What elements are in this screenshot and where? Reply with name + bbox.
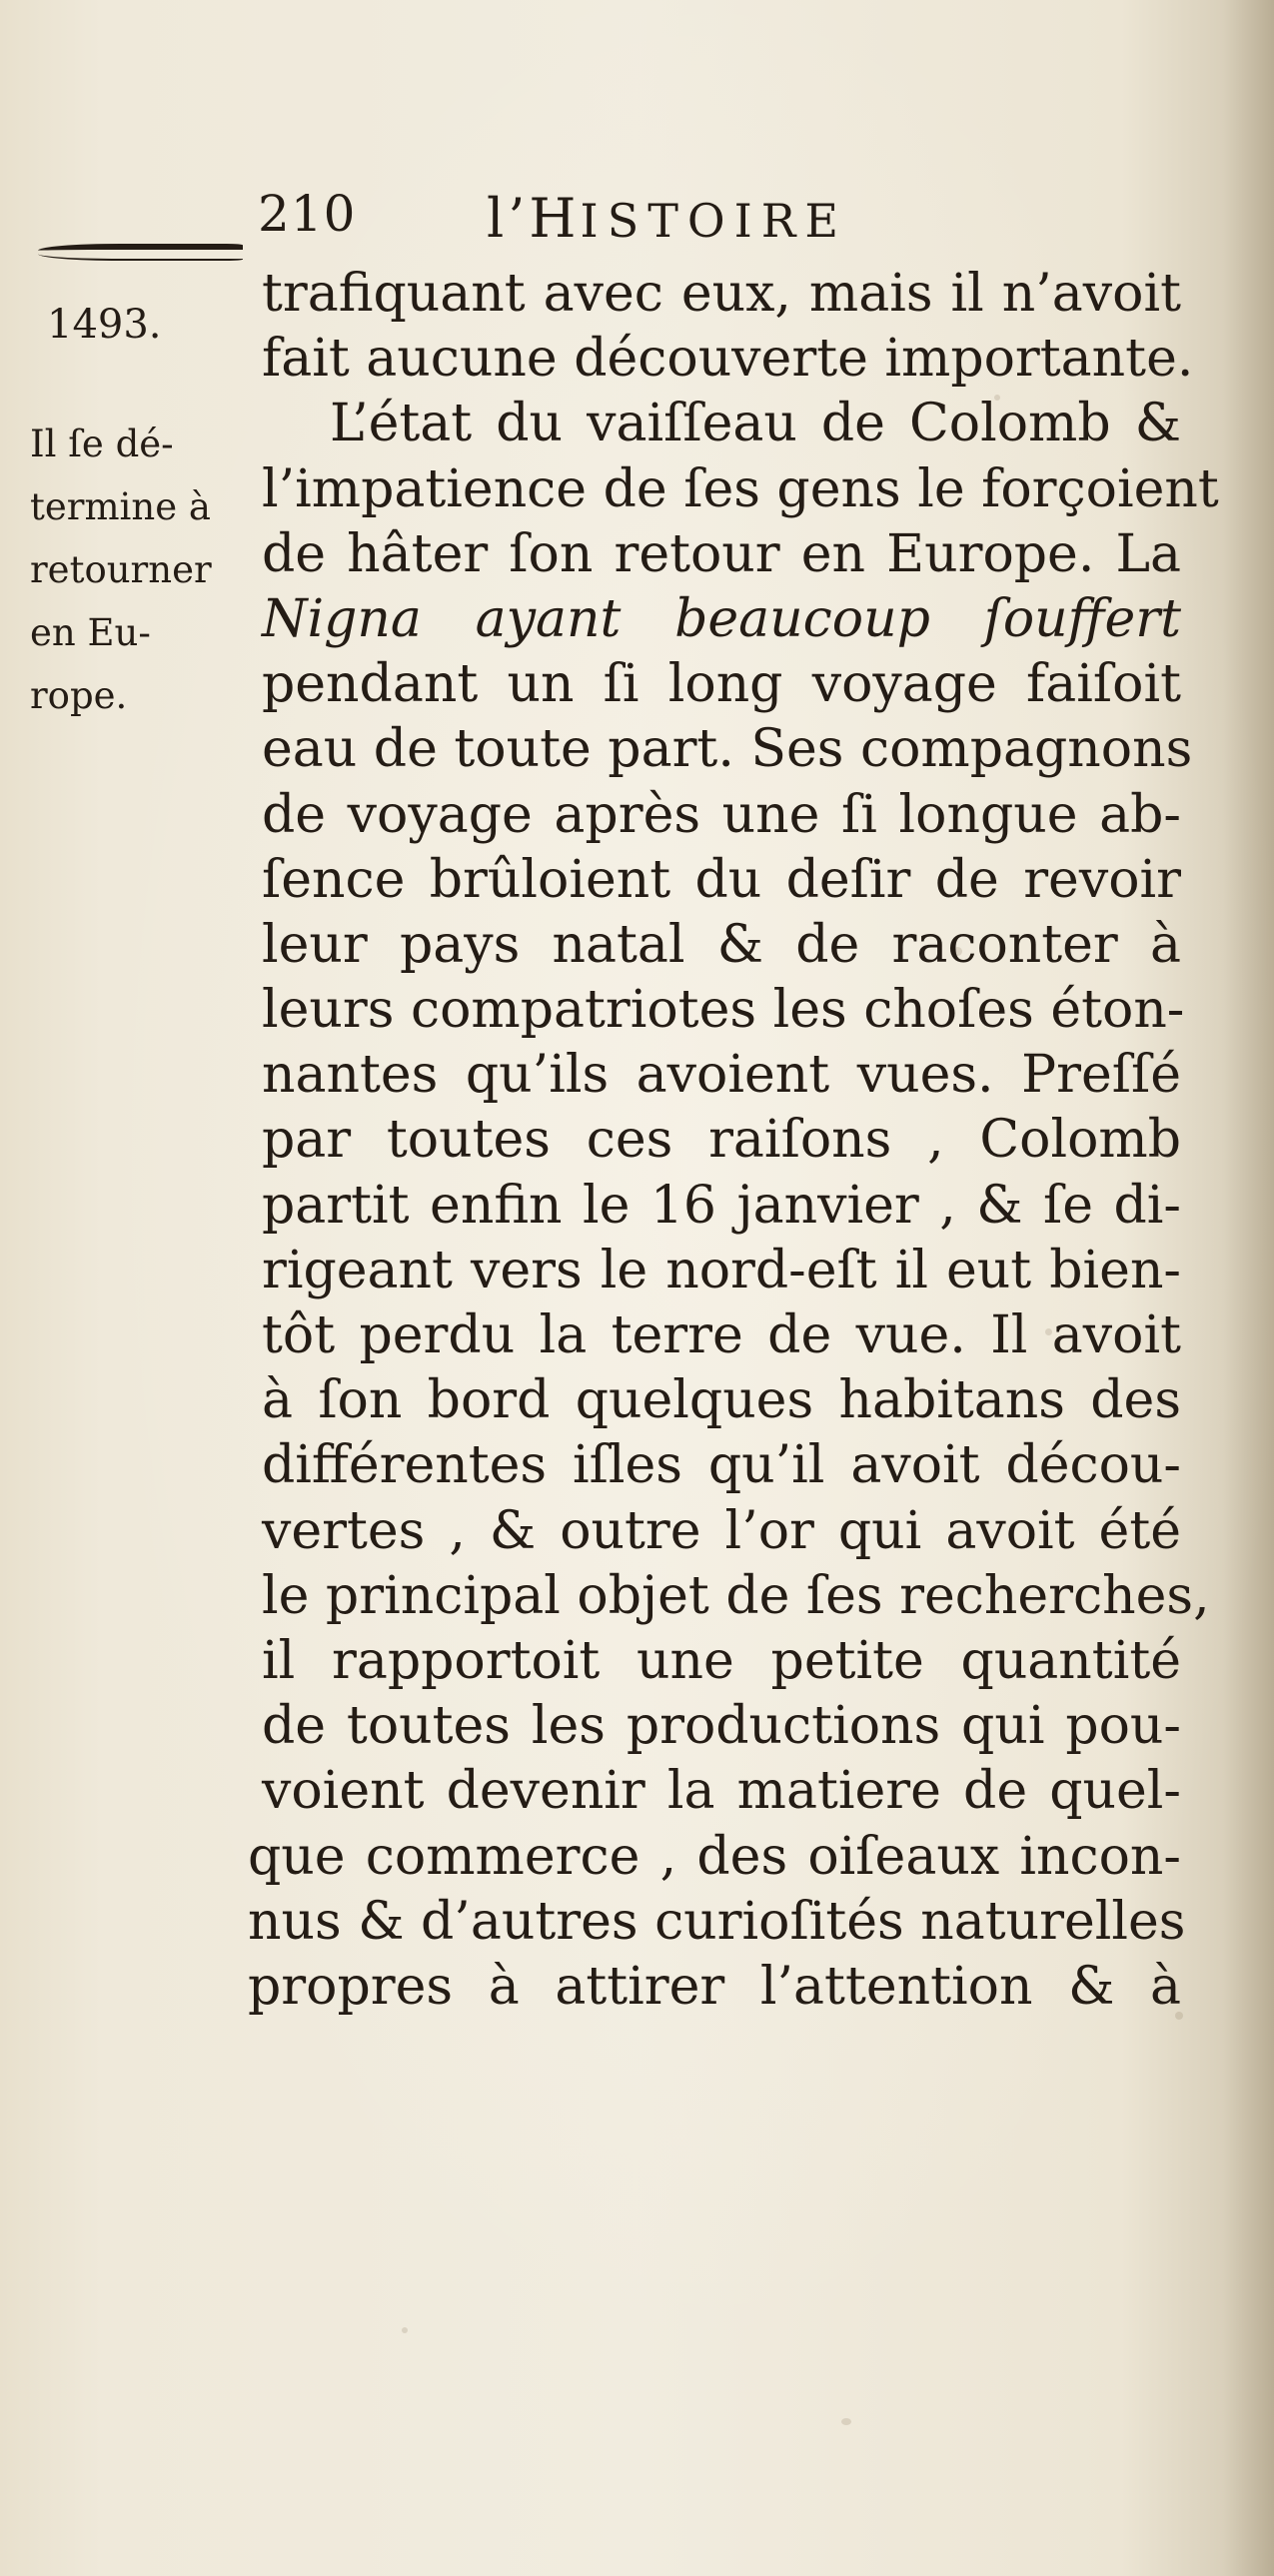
running-head [487, 187, 847, 250]
margin-note-line: Il ſe dé- [30, 423, 174, 465]
text-line: l’impatience de ſes gens le forçoient [262, 458, 1219, 519]
text-line: de voyage après une ſi longue ab- [262, 784, 1181, 845]
margin-note-line: termine à [30, 485, 211, 528]
margin-year: 1493. [47, 302, 162, 348]
running-head-initial: l’H [487, 187, 581, 250]
text-line: vertes , & outre l’or qui avoit été [262, 1500, 1181, 1561]
text-line: de toutes les productions qui pou- [262, 1696, 1181, 1757]
margin-note-line: rope. [30, 674, 128, 717]
body-text [248, 262, 1219, 2020]
text-line: il rapportoit une petite quantité [262, 1630, 1181, 1691]
text-line: partit enfin le 16 janvier , & ſe di- [262, 1175, 1181, 1236]
margin-note-line: retourner [30, 548, 212, 591]
text-line: tôt perdu la terre de vue. Il avoit [262, 1305, 1181, 1365]
text-line: pendant un ſi long voyage faiſoit [262, 654, 1181, 715]
margin-note [30, 413, 260, 727]
text-line: L’état du vaiſſeau de Colomb & [330, 394, 1181, 454]
text-line: nantes qu’ils avoient vues. Preſſé [262, 1045, 1181, 1106]
text-line: que commerce , des oiſeaux incon- [248, 1826, 1181, 1887]
margin-note-line: en Eu- [30, 611, 151, 654]
text-line: propres à attirer l’attention & à [248, 1956, 1181, 2017]
text-line: ſence brûloient du deſir de revoir [262, 849, 1181, 910]
text-line: de hâter ſon retour en Europe. La [262, 523, 1181, 584]
text-line: leur pays natal & de raconter à [262, 914, 1181, 975]
text-line: leurs compatriotes les choſes éton- [262, 980, 1185, 1041]
text-line: fait aucune découverte importante. [262, 329, 1194, 390]
text-line: eau de toute part. Ses compagnons [262, 719, 1193, 780]
running-head-rest: ISTOIRE [580, 194, 847, 248]
text-line: voient devenir la matiere de quel- [262, 1761, 1181, 1822]
header-rule [38, 244, 243, 261]
text-line: nus & d’autres curioſités naturelles [248, 1891, 1186, 1952]
page-number: 210 [258, 185, 357, 243]
text-line: le principal objet de ſes recherches, [262, 1565, 1210, 1626]
text-line: par toutes ces raiſons , Colomb [262, 1110, 1181, 1171]
text-line: trafiquant avec eux, mais il n’avoit [262, 264, 1181, 324]
text-line: différentes iſles qu’il avoit décou- [262, 1435, 1181, 1496]
paper-foxing-spot [841, 2418, 851, 2425]
text-line: rigeant vers le nord-eſt il eut bien- [262, 1240, 1181, 1300]
text-line: à ſon bord quelques habitans des [262, 1370, 1181, 1431]
paper-foxing-spot [402, 2327, 408, 2333]
text-line: Nigna ayant beaucoup ſouffert [262, 588, 1181, 649]
